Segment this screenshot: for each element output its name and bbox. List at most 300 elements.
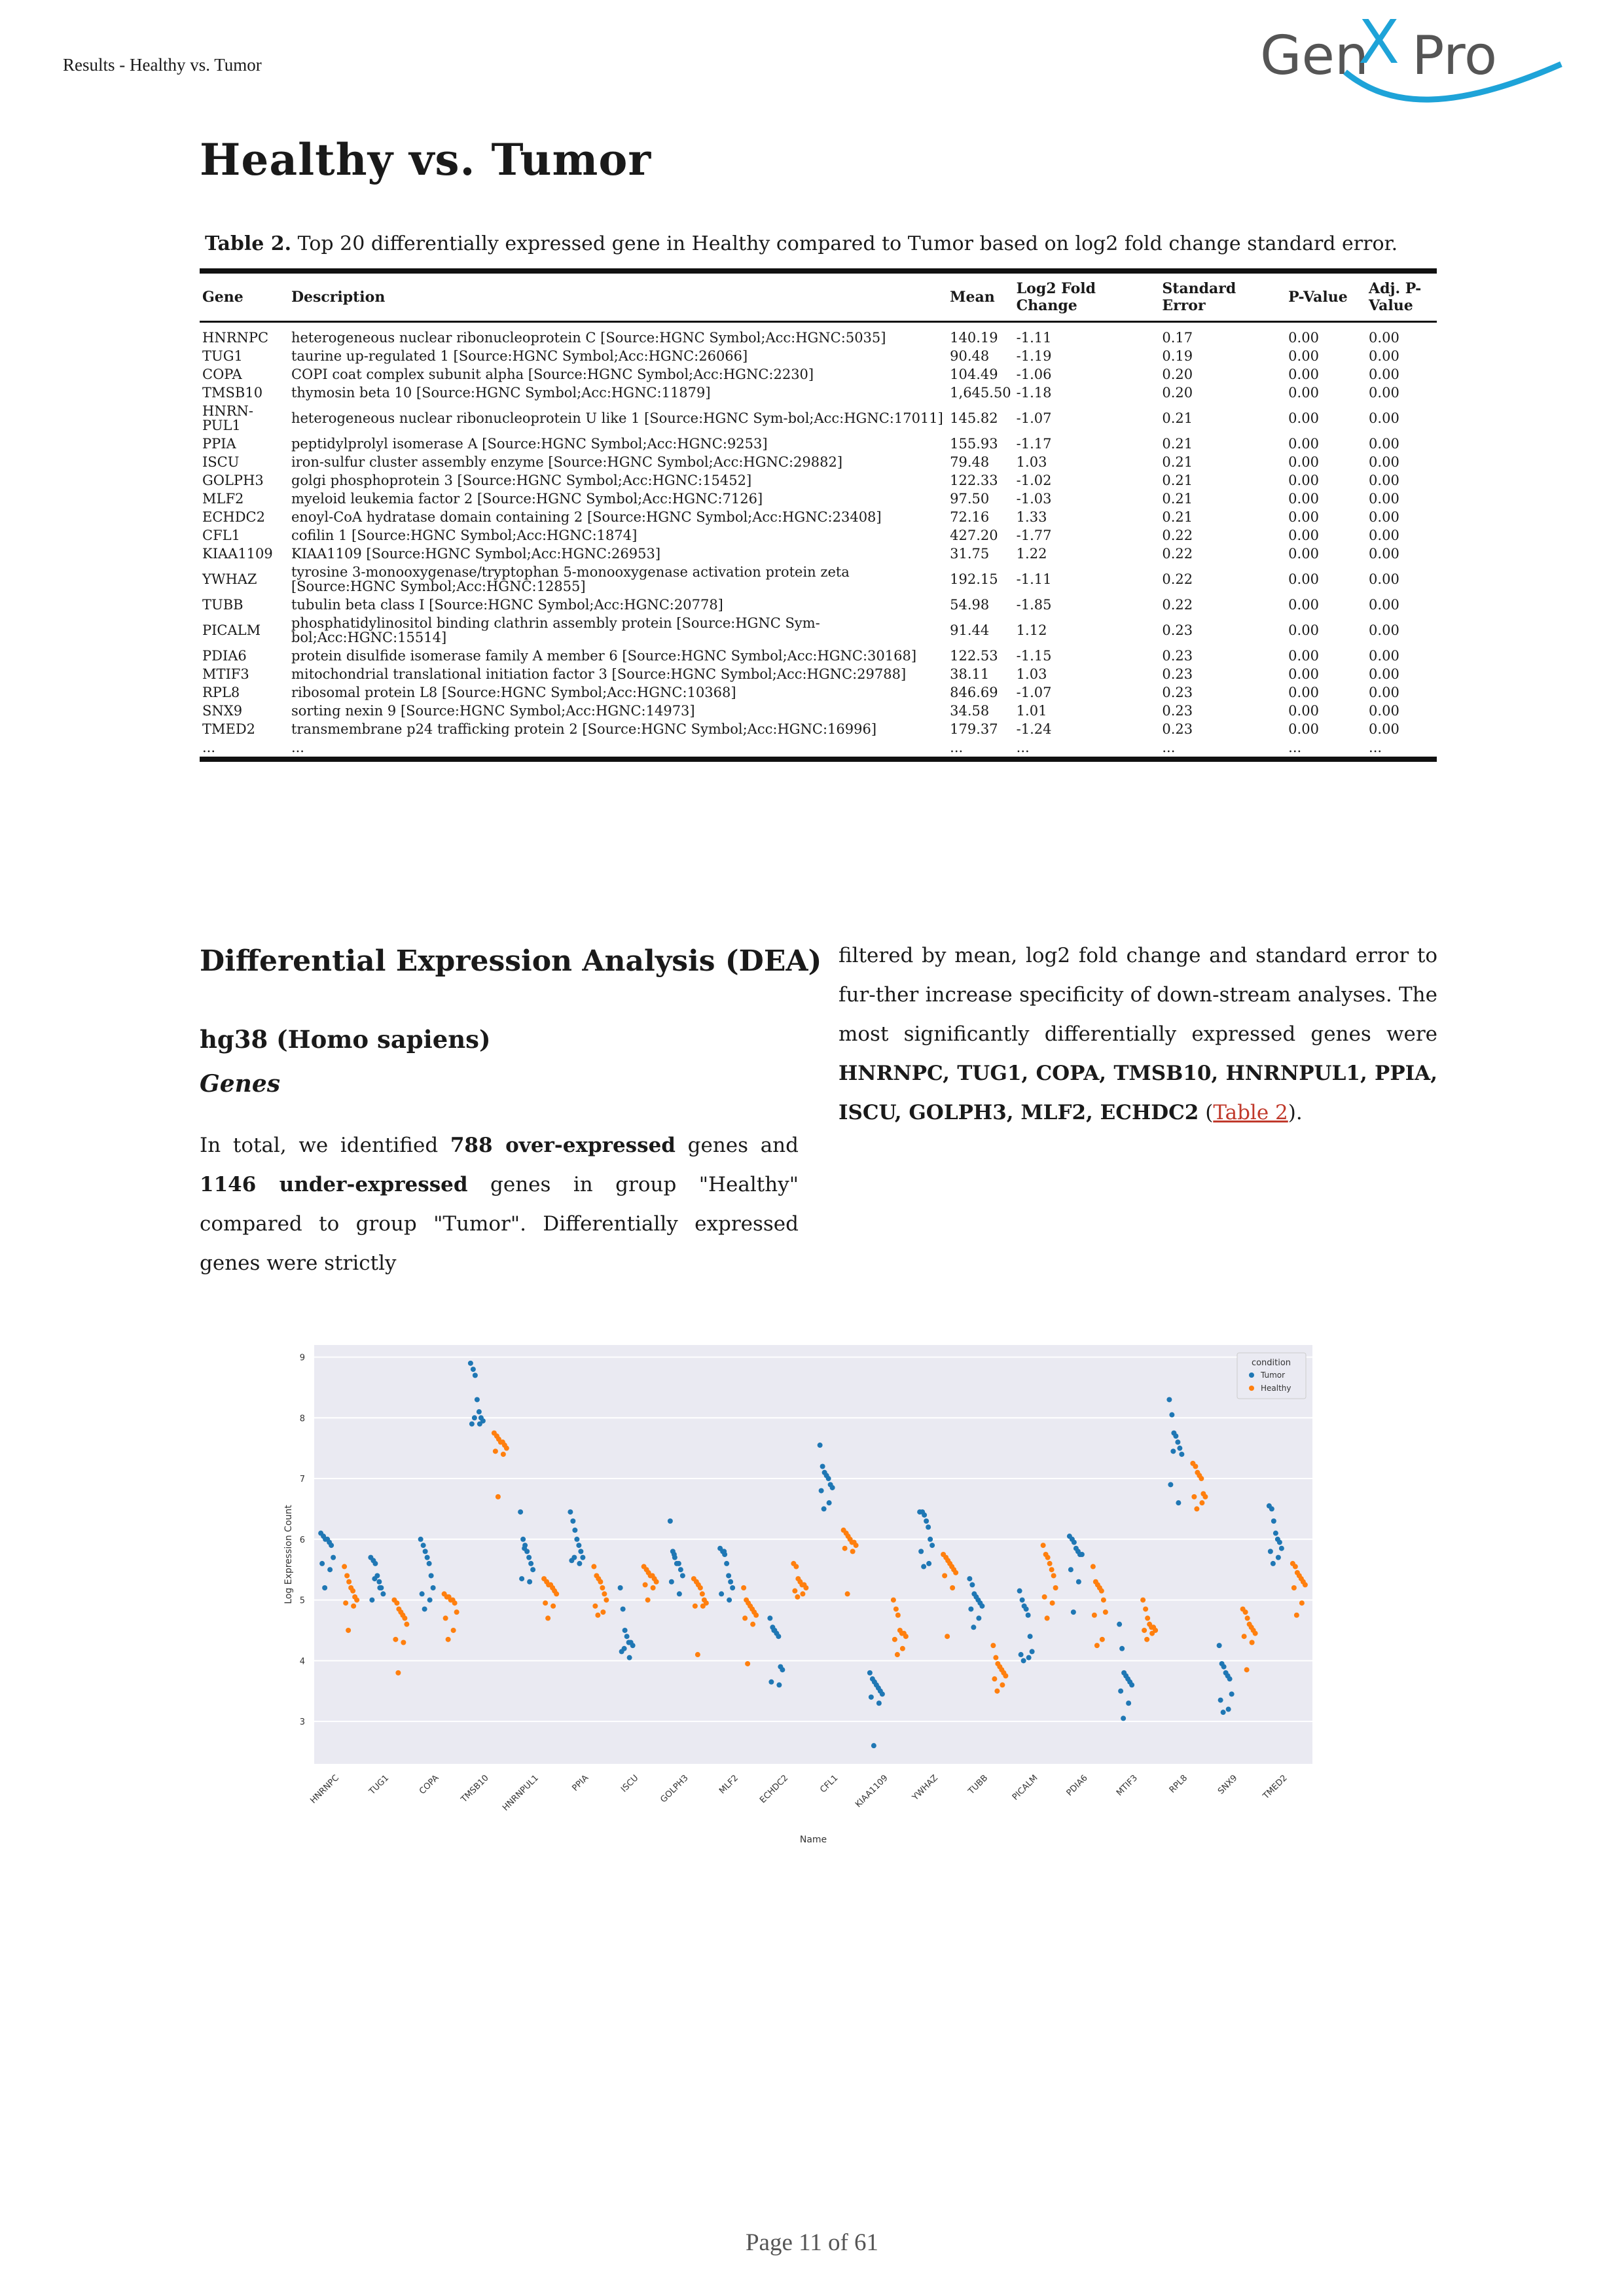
logo-text-gen: Gen (1260, 25, 1369, 87)
data-point (921, 1564, 926, 1570)
table-cell: MLF2 (202, 491, 244, 507)
table-cell: COPI coat complex subunit alpha [Source:HGNC Symbol;Acc:HGNC:2230] (291, 367, 814, 382)
table-row (200, 322, 1437, 348)
table-cell: 0.20 (1162, 385, 1193, 401)
table-cell: HNRNPC (202, 330, 269, 346)
table-cell: -1.19 (1016, 348, 1052, 364)
table-caption-text: Top 20 differentially expressed gene in Healthy compared to Tumor based on log2 fold change standard error. (297, 232, 1398, 255)
data-point (750, 1622, 755, 1627)
table-cell: 0.00 (1288, 367, 1319, 382)
data-point (1126, 1700, 1131, 1706)
data-point (602, 1591, 607, 1596)
data-point (1169, 1412, 1174, 1418)
data-point (421, 1543, 426, 1548)
table-cell: COPA (202, 367, 242, 382)
table-cell: 155.93 (950, 436, 998, 452)
table-cell: 38.11 (950, 666, 990, 682)
data-point (354, 1598, 359, 1603)
genxpro-logo (1260, 7, 1574, 110)
table-cell: -1.24 (1016, 721, 1052, 737)
data-point (793, 1564, 799, 1570)
data-point (429, 1573, 434, 1578)
data-point (845, 1591, 850, 1596)
data-point (945, 1634, 950, 1639)
table-cell: ... (1369, 740, 1382, 755)
table-cell: -1.11 (1016, 571, 1052, 587)
data-point (1026, 1613, 1031, 1618)
data-point (1020, 1598, 1025, 1603)
data-point (1026, 1655, 1032, 1660)
data-point (350, 1588, 355, 1594)
table-cell: mitochondrial translational initiation factor 3 [Source:HGNC Symbol;Acc:HGNC:29788] (291, 666, 907, 682)
data-point (645, 1598, 651, 1603)
data-point (1140, 1598, 1146, 1603)
table-cell: 122.53 (950, 648, 998, 664)
data-point (401, 1640, 406, 1645)
gene-table-container (200, 268, 1437, 762)
x-tick-label: YWHAZ (911, 1773, 940, 1803)
table-cell: -1.17 (1016, 436, 1052, 452)
data-point (471, 1367, 476, 1372)
table-row (200, 545, 1437, 563)
table-row (200, 435, 1437, 453)
data-point (1144, 1637, 1149, 1642)
data-point (924, 1518, 929, 1524)
table-reference-link[interactable]: Table 2 (1213, 1101, 1288, 1124)
y-axis-label: Log Expression Count (283, 1505, 294, 1604)
table-header-row (200, 271, 1437, 322)
data-point (580, 1555, 585, 1560)
data-point (776, 1634, 781, 1639)
text-run: genes in group "Healthy" compared to group "Tumor". Differentially expressed genes were strictly (200, 1173, 799, 1275)
data-point (600, 1609, 605, 1615)
data-point (1170, 1448, 1176, 1454)
data-point (543, 1600, 548, 1605)
table-cell: 846.69 (950, 685, 998, 700)
data-point (1100, 1637, 1105, 1642)
x-tick-label: RPL8 (1167, 1773, 1190, 1795)
data-point (700, 1604, 706, 1609)
data-point (969, 1582, 975, 1587)
data-point (669, 1579, 674, 1585)
data-point (1047, 1561, 1053, 1566)
data-point (1277, 1539, 1282, 1545)
table-cell: 0.21 (1162, 491, 1193, 507)
data-point (1117, 1622, 1122, 1627)
page-title: Healthy vs. Tumor (200, 134, 652, 185)
data-point (595, 1613, 600, 1618)
data-point (742, 1615, 748, 1621)
data-point (967, 1576, 972, 1581)
data-point (518, 1509, 523, 1515)
table-cell: ... (950, 740, 964, 755)
data-point (577, 1561, 582, 1566)
x-tick-label: HNRNPC (308, 1773, 341, 1806)
data-point (1243, 1609, 1248, 1615)
table-cell: 0.00 (1288, 648, 1319, 664)
data-point (1076, 1579, 1081, 1585)
text-run: genes and (675, 1134, 799, 1157)
data-point (322, 1585, 327, 1590)
data-point (922, 1513, 927, 1518)
table-cell: 0.22 (1162, 528, 1193, 543)
table-cell: 0.00 (1369, 648, 1399, 664)
data-point (1118, 1689, 1123, 1694)
data-point (592, 1604, 598, 1609)
table-cell: 0.00 (1369, 367, 1399, 382)
data-point (327, 1567, 333, 1572)
table-cell: 0.00 (1288, 528, 1319, 543)
data-point (900, 1646, 905, 1651)
table-cell: ... (202, 740, 216, 755)
table-cell: 0.00 (1369, 703, 1399, 719)
table-cell: peptidylprolyl isomerase A [Source:HGNC Symbol;Acc:HGNC:9253] (291, 436, 768, 452)
page-number: Page 11 of 61 (745, 2229, 879, 2256)
data-point (342, 1564, 347, 1570)
data-point (1045, 1555, 1051, 1560)
data-point (1245, 1615, 1250, 1621)
data-point (891, 1598, 896, 1603)
table-cell: protein disulfide isomerase family A member 6 [Source:HGNC Symbol;Acc:HGNC:30168] (291, 648, 917, 664)
table-cell: 34.58 (950, 703, 990, 719)
table-row (200, 665, 1437, 683)
data-point (1019, 1652, 1024, 1657)
data-point (623, 1628, 628, 1633)
table-cell: 0.21 (1162, 410, 1193, 426)
data-point (452, 1600, 458, 1605)
data-point (1250, 1640, 1255, 1645)
section-heading-dea: Differential Expression Analysis (DEA) (200, 944, 822, 978)
data-point (820, 1464, 825, 1469)
data-point (504, 1446, 509, 1451)
data-point (1294, 1613, 1299, 1618)
table-row (200, 347, 1437, 365)
data-point (1227, 1676, 1233, 1681)
table-row (200, 508, 1437, 526)
table-cell: 0.00 (1369, 454, 1399, 470)
logo-text-pro: Pro (1412, 25, 1498, 87)
data-point (992, 1676, 997, 1681)
data-point (971, 1624, 976, 1630)
table-cell: 140.19 (950, 330, 998, 346)
table-cell: 145.82 (950, 410, 998, 426)
table-cell: 0.21 (1162, 473, 1193, 488)
data-point (968, 1606, 973, 1611)
table-cell: sorting nexin 9 [Source:HGNC Symbol;Acc:HGNC:14973] (291, 703, 695, 719)
dea-summary-paragraph (200, 1126, 799, 1283)
data-point (1276, 1555, 1281, 1560)
x-tick-label: ISCU (619, 1773, 641, 1795)
col-header-gene: Gene (200, 271, 289, 322)
data-point (451, 1628, 456, 1633)
table-cell: 1.22 (1016, 546, 1047, 562)
table-cell: 0.00 (1369, 385, 1399, 401)
table-cell: 0.22 (1162, 597, 1193, 613)
data-point (724, 1561, 729, 1566)
data-point (871, 1743, 876, 1748)
data-point (477, 1409, 482, 1414)
table-cell: 0.00 (1288, 685, 1319, 700)
data-point (570, 1518, 575, 1524)
table-cell: heterogeneous nuclear ribonucleoprotein C [Source:HGNC Symbol;Acc:HGNC:5035] (291, 330, 886, 346)
data-point (767, 1615, 772, 1621)
data-point (372, 1561, 378, 1566)
table-cell: PICALM (202, 622, 261, 638)
data-point (741, 1585, 746, 1590)
data-point (1042, 1594, 1047, 1600)
table-cell: -1.07 (1016, 685, 1052, 700)
table-cell: HNRN-PUL1 (202, 403, 253, 433)
table-row (200, 384, 1437, 402)
table-caption-label: Table 2. (205, 232, 292, 255)
data-point (768, 1679, 774, 1685)
data-point (1142, 1628, 1147, 1633)
data-point (319, 1561, 325, 1566)
data-point (598, 1579, 603, 1585)
data-point (1041, 1543, 1046, 1548)
table-cell: 0.00 (1369, 436, 1399, 452)
table-cell: 0.00 (1288, 509, 1319, 525)
data-point (1028, 1634, 1033, 1639)
data-point (1221, 1664, 1227, 1670)
table-row (200, 563, 1437, 596)
data-point (351, 1604, 356, 1609)
data-point (776, 1682, 782, 1687)
table-cell: 0.17 (1162, 330, 1193, 346)
over-expressed-count: 788 over-expressed (450, 1134, 676, 1157)
table-cell: GOLPH3 (202, 473, 264, 488)
table-cell: 1.12 (1016, 622, 1047, 638)
table-cell: 0.00 (1369, 721, 1399, 737)
table-cell: SNX9 (202, 703, 243, 719)
table-cell: 0.23 (1162, 685, 1193, 700)
x-tick-label: KIAA1109 (854, 1773, 890, 1810)
data-point (380, 1591, 386, 1596)
data-point (1099, 1588, 1104, 1594)
data-point (394, 1600, 399, 1605)
data-point (730, 1585, 735, 1590)
data-point (418, 1537, 424, 1542)
data-point (600, 1585, 605, 1590)
text-run: filtered by mean, log2 fold change and standard error to fur-ther increase specificity of down-stream analyses. The most significantly differentially expressed genes were (839, 944, 1437, 1046)
data-point (979, 1604, 984, 1609)
table-cell: 0.00 (1369, 330, 1399, 346)
data-point (1175, 1439, 1180, 1444)
table-cell: 0.00 (1288, 491, 1319, 507)
table-cell: 0.00 (1288, 473, 1319, 488)
table-cell: MTIF3 (202, 666, 249, 682)
table-cell: 0.22 (1162, 546, 1193, 562)
table-cell: 0.00 (1369, 597, 1399, 613)
data-point (993, 1655, 998, 1660)
data-point (1303, 1582, 1308, 1587)
col-header-log2fc: Log2 Fold Change (1014, 271, 1160, 322)
table-cell: 0.00 (1288, 410, 1319, 426)
table-cell: CFL1 (202, 528, 240, 543)
table-cell: ... (291, 740, 304, 755)
data-point (443, 1615, 448, 1621)
table-row (200, 720, 1437, 738)
data-point (1217, 1643, 1222, 1648)
data-point (473, 1372, 478, 1378)
data-point (372, 1576, 377, 1581)
data-point (621, 1606, 626, 1611)
table-cell: TUBB (202, 597, 244, 613)
x-tick-label: PPIA (570, 1773, 591, 1793)
table-row (200, 365, 1437, 384)
table-cell: 0.23 (1162, 703, 1193, 719)
data-point (446, 1637, 451, 1642)
data-point (1199, 1500, 1204, 1505)
data-point (329, 1543, 334, 1548)
organism-heading: hg38 (Homo sapiens) (200, 1025, 491, 1054)
table-row (200, 738, 1437, 759)
table-cell: RPL8 (202, 685, 240, 700)
dea-top-genes-paragraph (839, 936, 1437, 1132)
table-cell: 1.33 (1016, 509, 1047, 525)
data-point (803, 1585, 808, 1590)
table-cell: 0.00 (1369, 410, 1399, 426)
data-point (420, 1591, 425, 1596)
data-point (526, 1555, 532, 1560)
logo-text-x: X (1358, 7, 1400, 77)
x-tick-label: TMSB10 (459, 1773, 491, 1805)
data-point (1119, 1646, 1125, 1651)
col-header-description: Description (289, 271, 947, 322)
data-point (745, 1661, 750, 1666)
data-point (1226, 1707, 1231, 1712)
y-tick-label: 5 (299, 1596, 305, 1606)
table-row (200, 526, 1437, 545)
table-cell: -1.03 (1016, 491, 1052, 507)
data-point (1129, 1682, 1134, 1687)
x-tick-label: COPA (417, 1773, 441, 1797)
table-cell: 0.00 (1288, 348, 1319, 364)
table-cell: -1.07 (1016, 410, 1052, 426)
table-row (200, 596, 1437, 614)
data-point (1024, 1606, 1029, 1611)
table-cell: transmembrane p24 trafficking protein 2 [Source:HGNC Symbol;Acc:HGNC:16996] (291, 721, 877, 737)
data-point (344, 1573, 350, 1578)
table-cell: 79.48 (950, 454, 990, 470)
table-cell: 0.00 (1369, 473, 1399, 488)
table-cell: 1.03 (1016, 454, 1047, 470)
data-point (869, 1695, 874, 1700)
data-point (698, 1585, 703, 1590)
table-cell: 0.20 (1162, 367, 1193, 382)
data-point (1273, 1531, 1278, 1536)
data-point (990, 1643, 996, 1648)
data-point (1271, 1518, 1276, 1524)
data-point (1218, 1698, 1223, 1703)
y-tick-label: 9 (299, 1353, 305, 1363)
table-cell: 72.16 (950, 509, 990, 525)
expression-swarm-chart (283, 1342, 1322, 1846)
table-cell: ECHDC2 (202, 509, 265, 525)
data-point (1021, 1658, 1026, 1663)
legend-title: condition (1251, 1358, 1291, 1368)
data-point (425, 1555, 430, 1560)
data-point (826, 1476, 831, 1481)
data-point (1173, 1433, 1178, 1439)
table-cell: 0.00 (1369, 528, 1399, 543)
data-point (1244, 1667, 1250, 1672)
data-point (780, 1667, 785, 1672)
x-tick-label: PDIA6 (1064, 1773, 1090, 1799)
y-tick-label: 8 (299, 1414, 305, 1424)
data-point (1003, 1674, 1008, 1679)
data-point (792, 1588, 797, 1594)
data-point (469, 1422, 475, 1427)
table-cell: heterogeneous nuclear ribonucleoprotein U like 1 [Source:HGNC Sym-bol;Acc:HGNC:17011] (291, 410, 943, 426)
data-point (376, 1579, 382, 1585)
table-cell: tyrosine 3-monooxygenase/tryptophan 5-monooxygenase activation protein zeta [Source:HGNC Symbol;Acc:HGNC:12855] (291, 564, 850, 594)
data-point (819, 1488, 824, 1494)
data-point (395, 1670, 401, 1676)
data-point (1176, 1500, 1181, 1505)
table-cell: 0.00 (1288, 454, 1319, 470)
col-header-mean: Mean (947, 271, 1014, 322)
table-cell: tubulin beta class I [Source:HGNC Symbol;Acc:HGNC:20778] (291, 597, 723, 613)
data-point (519, 1576, 524, 1581)
data-point (693, 1604, 698, 1609)
data-point (1202, 1494, 1208, 1499)
data-point (821, 1506, 827, 1511)
data-point (1101, 1598, 1106, 1603)
table-cell: TMSB10 (202, 385, 263, 401)
data-point (893, 1606, 899, 1611)
table-cell: -1.06 (1016, 367, 1052, 382)
table-cell: 1.01 (1016, 703, 1047, 719)
table-cell: ISCU (202, 454, 240, 470)
x-tick-label: TUG1 (367, 1773, 391, 1797)
data-point (1072, 1539, 1077, 1545)
data-point (1168, 1482, 1173, 1487)
data-point (953, 1570, 958, 1575)
data-point (1199, 1476, 1204, 1481)
table-cell: 192.15 (950, 571, 998, 587)
table-cell: 0.00 (1288, 436, 1319, 452)
table-cell: 0.23 (1162, 666, 1193, 682)
table-cell: 0.00 (1369, 348, 1399, 364)
data-point (678, 1567, 683, 1572)
data-point (1271, 1561, 1276, 1566)
table-cell: 0.00 (1369, 509, 1399, 525)
data-point (695, 1652, 700, 1657)
data-point (1166, 1397, 1172, 1402)
data-point (369, 1598, 374, 1603)
table-cell: 179.37 (950, 721, 998, 737)
data-point (727, 1598, 732, 1603)
data-point (1094, 1643, 1100, 1648)
table-cell: 0.00 (1369, 491, 1399, 507)
legend-marker (1249, 1386, 1254, 1391)
table-cell: 0.00 (1288, 597, 1319, 613)
legend-label: Tumor (1261, 1371, 1286, 1380)
data-point (680, 1573, 685, 1578)
table-cell: 0.19 (1162, 348, 1193, 364)
table-cell: -1.85 (1016, 597, 1052, 613)
data-point (867, 1670, 873, 1676)
table-body (200, 322, 1437, 760)
table-cell: 97.50 (950, 491, 990, 507)
y-tick-label: 4 (299, 1657, 305, 1667)
table-cell: 0.21 (1162, 509, 1193, 525)
data-point (1143, 1606, 1148, 1611)
data-point (572, 1528, 577, 1533)
data-point (472, 1415, 477, 1420)
data-point (604, 1598, 609, 1603)
